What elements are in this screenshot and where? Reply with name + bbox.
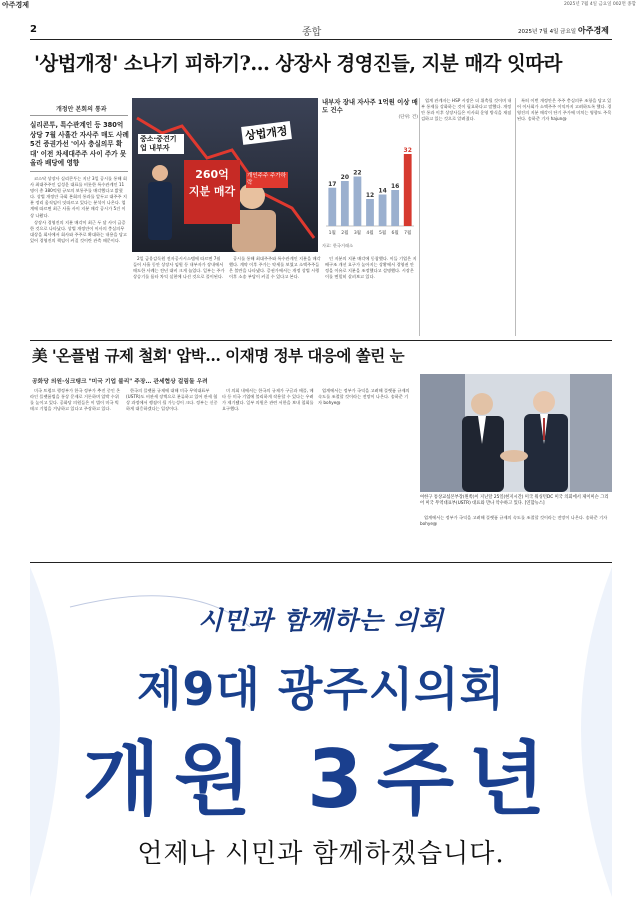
man-head-left — [152, 165, 168, 181]
article2-headline-text: '온플법 규제 철회' 압박… 이재명 정부 대응에 쏠린 눈 — [51, 346, 405, 365]
ad-tagline: 언제나 시민과 함께하겠습니다. — [137, 839, 505, 869]
masthead-date: 2025년 7월 4일 금요일 002면 종합 — [563, 2, 636, 7]
article1-lead: 실리콘투, 특수관계인 등 380억 상당 7월 사흘간 자사주 매도 사례 5건 증권가선 '이사 충실의무 확대' 이전 차세대주주 사이 주가 못 올라 배당에 영향 — [30, 121, 129, 168]
article2-col2 — [126, 388, 218, 558]
chart-category-label: 4월 — [366, 231, 374, 236]
label-money: 260억 지분 매각 — [188, 168, 236, 198]
article2-photo — [420, 374, 612, 492]
label-company: 중소·중견기업 내부자 — [138, 134, 184, 154]
handshake — [500, 450, 528, 462]
photo-art — [420, 374, 612, 492]
ad-slogan: 시민과 함께하는 의회 — [198, 606, 444, 635]
article1-col1-text: 코스닥 상장사 실리콘투는 지난 3일 공시를 통해 회사 최대주주인 김성운 대표를 비롯한 특수관계인 11명이 총 380억원 규모의 보통주를 매각했다고 밝혔다. 상법 개정안 국회 본회의 통과를 앞두고 대주주 지분 정리 움직임이 잇따르고 있다는 분석이 나온다. 업계에 따르면 최근 사흘 사이 지분 매각 공시가 5건 이상 나왔다. — [30, 176, 127, 218]
article2-col4-text: 업계에서는 정부가 국익을 고려해 플랫폼 규제의 속도를 조절할 것이라는 전망이 나온다. 송하준 기자 bohye@ — [318, 388, 410, 406]
article-separator — [30, 340, 612, 341]
infographic — [132, 98, 318, 252]
bar-chart — [322, 98, 418, 252]
chart-category-label: 3월 — [353, 231, 362, 236]
article1-col6-text: 특히 이번 개정안은 주주 충실의무 조항을 담고 있어 이사회가 소액주주 이익까지 고려하도록 했다. 경영진의 지분 매각이 단기 주가에 미치는 영향도 주목된다. 송하준 기자 hajun@ — [517, 98, 612, 122]
article1-col6 — [517, 98, 612, 336]
chart-value-label: 32 — [403, 147, 412, 154]
article1-col2-text: 2일 금융감독원 전자공시시스템에 따르면 7월 들어 사흘 동안 상장사 임원 등 내부자가 장내에서 매도한 사례는 전년 대비 크게 늘었다. 일부는 주가 상승기를 틈타 차익 실현에 나선 것으로 풀이된다. — [133, 256, 225, 280]
chart-value-label: 16 — [390, 183, 400, 190]
col-divider — [515, 98, 516, 336]
chart-plot — [322, 122, 418, 238]
article1-headline-rest: 소나기 피하기?… 상장사 경영진들, 지분 매각 잇따라 — [123, 52, 562, 75]
article2-col5 — [420, 515, 612, 559]
article1-headline — [34, 48, 612, 76]
chart-value-label: 17 — [328, 180, 337, 188]
chart-bar-2월 — [341, 181, 349, 226]
article1-headline-quoted: '상법개정' — [34, 52, 118, 75]
article1-col4-text: 인 지분의 지분 매각에 동참했다. 이들 기업은 지배구조 개선 요구가 높아지는 상황에서 경영권 안정을 이유로 지분을 조정했다고 설명했다. 시장은 이를 면밀히 살펴보고 있다. — [325, 256, 417, 280]
chart-title: 내부자 장내 자사주 1억원 이상 매도 건수 — [322, 98, 418, 114]
person-right-head — [533, 391, 555, 413]
article1-col3-text: 공시를 통해 최대주주와 특수관계인 지분을 매각했다. 계약 이후 주가는 약세를 보였고 소액주주들은 불만을 나타냈다. 증권가에서는 개정 상법 시행 이후 소송 부담이 커질 수 있다고 본다. — [229, 256, 321, 280]
label-arrow: 개인주주 주가하락 — [246, 172, 288, 188]
article2-kicker: 공화당 의원·싱크탱크 "미국 기업 불리" 주장… 관세협상 걸림돌 우려 — [32, 379, 208, 385]
ad-banner — [30, 567, 612, 897]
chart-bar-5월 — [379, 195, 387, 227]
page-number: 2 — [30, 24, 37, 35]
chart-bar-4월 — [366, 199, 374, 226]
article1-col1-text2: 상장사 경영진의 지분 매각이 최근 두 달 사이 급증한 것으로 나타났다. 상법 개정안이 이사의 충실의무 대상을 회사에서 회사와 주주로 확대하는 내용을 담고 있어 경영진의 책임이 커질 것이란 관측 때문이다. — [30, 219, 127, 243]
chart-bar-1월 — [328, 188, 336, 226]
article2-col1 — [30, 388, 122, 558]
section-label: 종합 — [302, 27, 322, 38]
chart-value-label: 20 — [340, 174, 350, 181]
chart-category-label: 2월 — [341, 231, 349, 236]
ad-anniversary: 개원 3주년 — [82, 733, 560, 826]
article1-col2 — [133, 256, 225, 336]
chart-category-label: 5월 — [378, 231, 387, 236]
chart-value-label: 14 — [378, 187, 387, 195]
article1-col5 — [421, 98, 513, 336]
person-left-head — [471, 393, 493, 415]
page-header — [30, 22, 612, 38]
chart-value-label: 12 — [365, 192, 375, 199]
lead-divider — [30, 171, 128, 172]
chart-category-label: 1월 — [328, 231, 336, 236]
masthead — [0, 0, 640, 10]
col-divider — [419, 98, 420, 336]
chart-source: 자료: 한국거래소 — [322, 243, 354, 248]
chart-value-label: 22 — [353, 169, 362, 177]
chart-category-label: 7월 — [404, 231, 412, 236]
chart-bar-6월 — [391, 190, 399, 226]
article2-col1-text: 미국 트럼프 행정부가 한국 정부가 추진 중인 온라인 플랫폼법을 통상 문제로 거론하며 압박 수위를 높이고 있다. 공화당 의원들은 이 법이 미국 빅테크 기업을 겨냥하고 있다고 주장하고 있다. — [30, 388, 121, 412]
article2-col4 — [318, 388, 410, 558]
chart-category-label: 6월 — [391, 231, 399, 236]
article1-col1 — [30, 176, 128, 336]
header-date: 2025년 7월 4일 금요일 — [518, 29, 577, 35]
chart-bar-7월 — [404, 154, 412, 226]
photo-caption: 여한구 통상교섭본부장(왼쪽)이 지난달 25일(현지시간) 미국 워싱턴DC 미국 의회에서 제이미슨 그리어 미국 무역대표부(USTR) 대표와 만나 악수하고 있다. [연합뉴스] — [420, 495, 609, 506]
kicker-divider — [30, 115, 128, 116]
masthead-logo: 아주경제 — [2, 1, 30, 9]
article2-headline — [32, 344, 612, 366]
ad-separator — [30, 562, 612, 563]
article1-kicker: 개정안 본회의 통과 — [56, 106, 107, 113]
header-paper: 아주경제 — [578, 26, 609, 35]
ad-title: 제9대 광주시의회 — [136, 662, 506, 716]
article1-col4 — [325, 256, 417, 336]
article2-prefix: 美 — [32, 346, 48, 365]
chart-bar-3월 — [354, 177, 362, 227]
article2-col2-text: 한국의 플랫폼 규제에 대해 미국 무역대표부(USTR)도 비관세 장벽으로 분류하고 있어 관세 협상 과정에서 쟁점이 될 가능성이 크다. 정부는 신중하게 대응하겠다는 입장이다. — [126, 388, 218, 412]
chart-unit: (단위: 건) — [398, 115, 418, 120]
article1-col5-text: 업계 관계자는 HSP 시장은 더 위축될 것이며 내부 통제를 강화하는 것이 필요하다고 말했다. 개정안 통과 이후 상장사들은 이사회 운영 방식을 재점검하고 있는 것으로 알려졌다. — [421, 98, 512, 122]
article2-col3 — [222, 388, 314, 558]
article1-col3 — [229, 256, 321, 336]
label-bill: 상법개정 — [241, 121, 291, 145]
article2-col3-text: 미 의회 내에서는 한국의 규제가 구글과 애플, 메타 등 미국 기업에 불리하게 작용할 수 있다는 우려가 제기됐다. 일부 의원은 관련 서한을 보내 철회를 요구했다. — [222, 388, 314, 412]
article2-col5-text: 업계에서는 정부가 국익을 고려해 플랫폼 규제의 속도를 조절할 것이라는 전망이 나온다. 송하준 기자 bohye@ — [420, 515, 608, 527]
header-rule — [30, 39, 612, 40]
